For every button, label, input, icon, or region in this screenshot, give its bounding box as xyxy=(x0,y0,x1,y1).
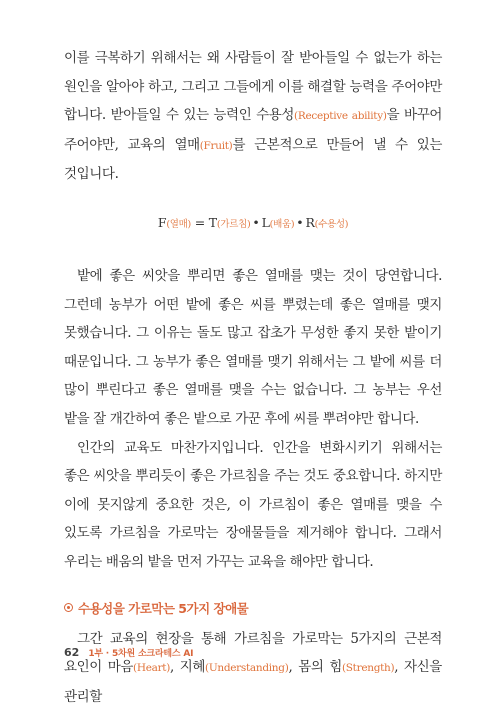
page-number: 62 xyxy=(64,646,79,659)
paragraph-1 xyxy=(64,44,442,189)
circle-dot-icon xyxy=(64,603,73,612)
paragraph-2: 밭에 좋은 씨앗을 뿌리면 좋은 열매를 맺는 것이 당연합니다. 그런데 농부가 어떤 밭에 좋은 씨를 뿌렸는데 좋은 열매를 맺지 못했습니다. 그 이유는 돌도 많고 잡초가 무성한 좋지 못한 밭이기 때문입니다. 그 농부가 좋은 열매를 맺기 위해서는 그 밭에 씨를 더 많이 뿌린다고 좋은 열매를 맺을 수는 없습니다. 그 농부는 우선 밭을 잘 개간하여 좋은 밭으로 가꾼 후에 씨를 뿌려야만 합니다. xyxy=(64,262,442,434)
paragraph-4-text-a: 그간 교육의 현장을 통해 가르침을 가로막는 5가지의 근본적 요인이 마음 xyxy=(64,631,442,676)
paragraph-4-text-b: , 지혜 xyxy=(170,659,205,675)
formula-l: L xyxy=(262,215,270,230)
running-title: 1부 · 5차원 소크라테스 AI xyxy=(88,646,193,659)
formula-f-label: (열매) xyxy=(166,219,191,230)
term-fruit: (Fruit) xyxy=(200,140,233,152)
formula-dot-2: • xyxy=(296,215,303,230)
section-heading xyxy=(64,599,442,617)
paragraph-4 xyxy=(64,625,442,711)
formula-t: T xyxy=(209,215,217,230)
paragraph-1-text-b: 을 바꾸어 주어야만, 교육의 열매 xyxy=(64,107,442,153)
paragraph-1-text-a: 이를 극복하기 위해서는 왜 사람들이 잘 받아들일 수 없는가 하는 원인을 알아야 하고, 그리고 그들에게 이를 해결할 능력을 주어야만 합니다. 받아들일 수 있는 능력인 수용성 xyxy=(64,50,442,123)
formula-l-label: (배움) xyxy=(270,219,295,230)
formula-dot-1: • xyxy=(252,215,259,230)
section-heading-text: 수용성을 가로막는 5가지 장애물 xyxy=(78,599,248,617)
term-understanding: (Understanding) xyxy=(205,662,288,674)
term-heart: (Heart) xyxy=(133,662,170,674)
formula-f: F xyxy=(158,215,166,230)
paragraph-1-text-c: 를 근본적으로 만들어 낼 수 있는 것입니다. xyxy=(64,137,442,183)
paragraph-4-text-d: , 자신을 관리할 xyxy=(64,659,442,705)
formula-r: R xyxy=(305,215,314,230)
formula-equals: = xyxy=(191,215,209,230)
page-footer xyxy=(64,646,193,659)
term-strength: (Strength) xyxy=(342,662,394,674)
formula-r-label: (수용성) xyxy=(315,219,348,230)
term-receptive-ability: (Receptive ability) xyxy=(294,110,387,122)
paragraph-4-text-c: , 몸의 힘 xyxy=(288,659,342,675)
formula xyxy=(64,215,442,230)
formula-t-label: (가르침) xyxy=(217,219,250,230)
paragraph-3: 인간의 교육도 마찬가지입니다. 인간을 변화시키기 위해서는 좋은 씨앗을 뿌리듯이 좋은 가르침을 주는 것도 중요합니다. 하지만 이에 못지않게 중요한 것은, 이 가르침이 좋은 열매를 맺을 수 있도록 가르침을 가로막는 장애물들을 제거해야 합니다. 그래서 우리는 배움의 밭을 먼저 가꾸는 교육을 해야만 합니다. xyxy=(64,434,442,577)
page-body xyxy=(64,44,442,711)
